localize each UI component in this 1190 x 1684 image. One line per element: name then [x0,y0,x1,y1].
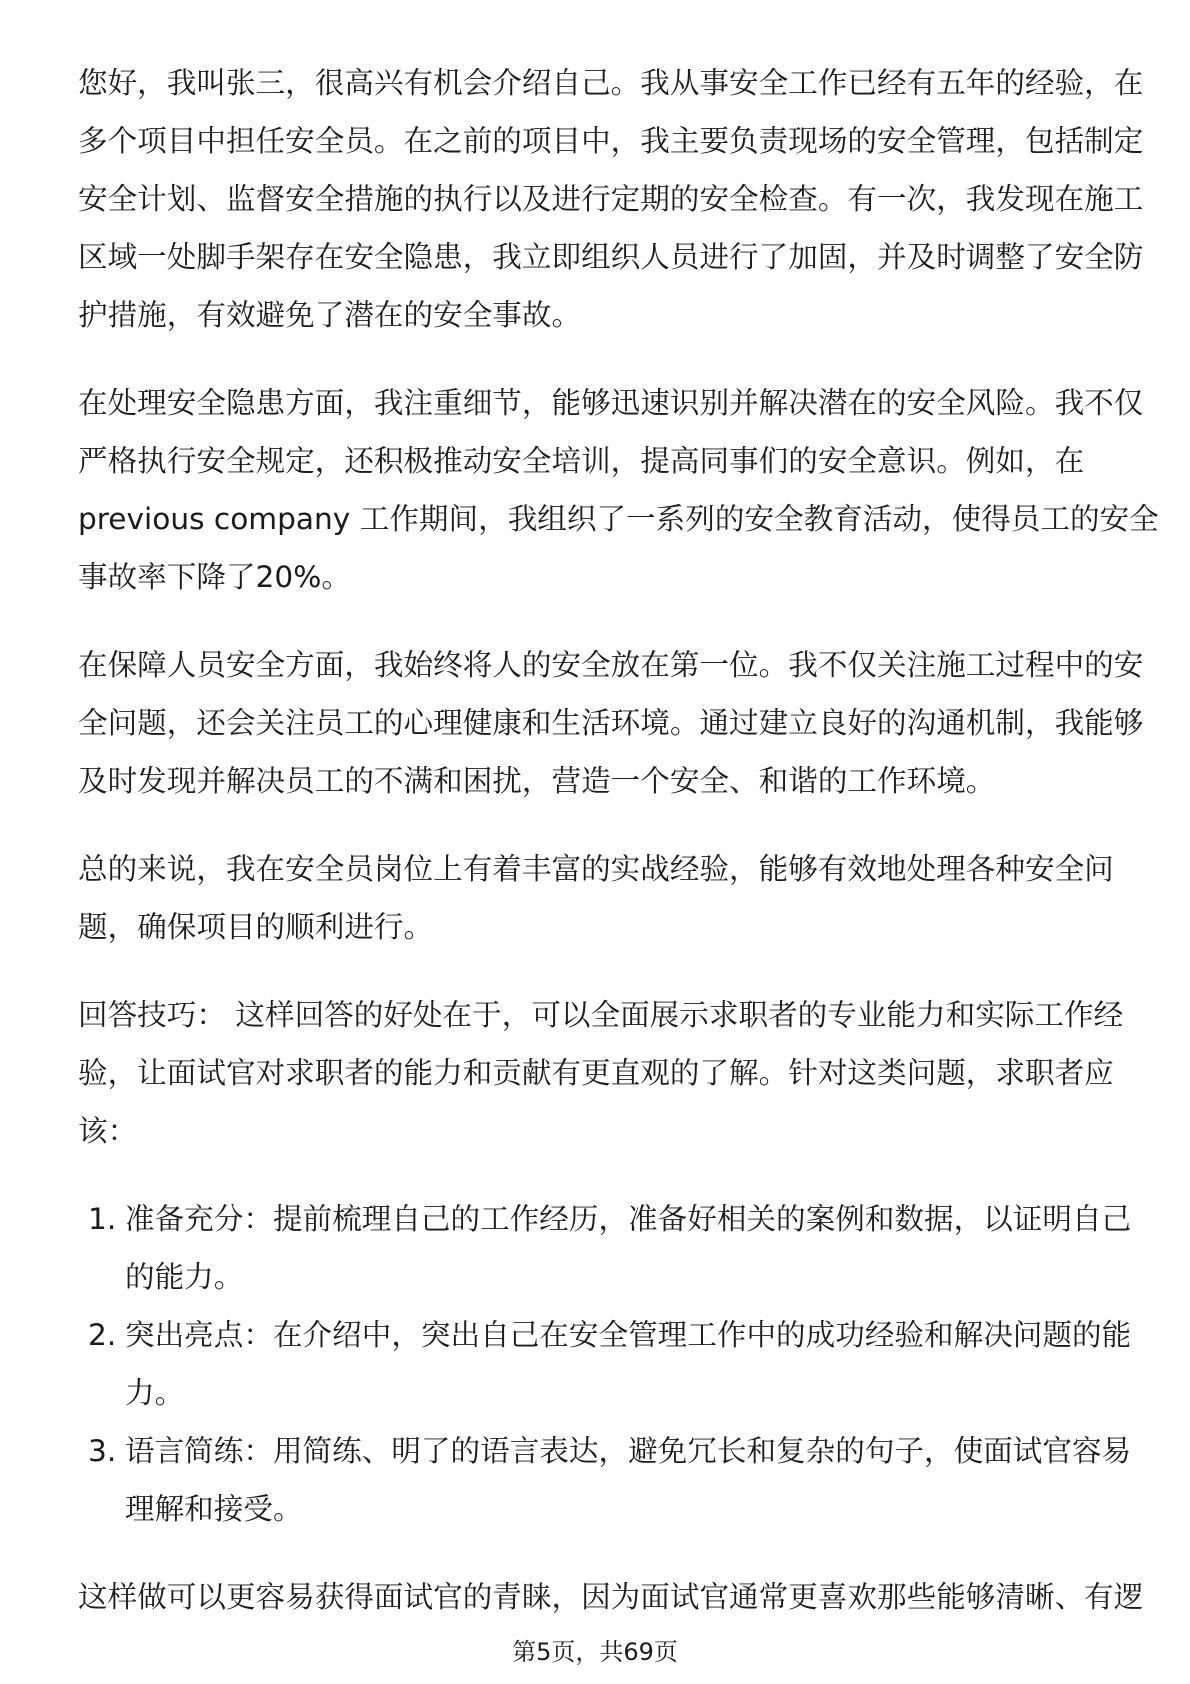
document-body [78,54,1159,1656]
text-line: 严格执行安全规定，还积极推动安全培训，提高同事们的安全意识。例如，在 [78,444,1085,478]
answer-tips-paragraph [78,986,1138,1160]
text-line: 突出亮点：在介绍中，突出自己在安全管理工作中的成功经验和解决问题的能 [125,1318,1132,1352]
list-number: 1. [88,1202,117,1236]
text-line: 护措施，有效避免了潜在的安全事故。 [78,298,582,332]
text-line: 安全计划、监督安全措施的执行以及进行定期的安全检查。有一次，我发现在施工 [78,182,1144,216]
page-number-footer: 第5页，共69页 [512,1638,678,1666]
list-number: 3. [88,1434,117,1468]
text-line: 力。 [125,1376,185,1410]
text-line: 事故率下降了20%。 [78,560,351,594]
list-item [78,1422,1138,1538]
text-line: previous company 工作期间，我组织了一系列的安全教育活动，使得员工的安全 [78,502,1159,536]
personnel-safety-paragraph [78,636,1144,810]
text-line: 总的来说，我在安全员岗位上有着丰富的实战经验，能够有效地处理各种安全问 [78,852,1114,886]
intro-paragraph [78,54,1144,344]
text-line: 语言简练：用简练、明了的语言表达，避免冗长和复杂的句子，使面试官容易 [125,1434,1132,1468]
text-line: 验，让面试官对求职者的能力和贡献有更直观的了解。针对这类问题，求职者应 [78,1056,1114,1090]
text-line: 题，确保项目的顺利进行。 [78,910,434,944]
list-item [78,1306,1138,1422]
tips-list [78,1190,1138,1538]
text-line: 在处理安全隐患方面，我注重细节，能够迅速识别并解决潜在的安全风险。我不仅 [78,386,1144,420]
text-line: 区域一处脚手架存在安全隐患，我立即组织人员进行了加固，并及时调整了安全防 [78,240,1144,274]
text-line: 理解和接受。 [125,1492,303,1526]
text-line: 回答技巧： 这样回答的好处在于，可以全面展示求职者的专业能力和实际工作经 [78,998,1124,1032]
text-line: 全问题，还会关注员工的心理健康和生活环境。通过建立良好的沟通机制，我能够 [78,706,1144,740]
list-item [78,1190,1138,1306]
text-line: 及时发现并解决员工的不满和困扰，营造一个安全、和谐的工作环境。 [78,764,996,798]
closing-paragraph [78,1568,1144,1626]
list-number: 2. [88,1318,117,1352]
text-line: 准备充分：提前梳理自己的工作经历，准备好相关的案例和数据，以证明自己 [125,1202,1132,1236]
hazard-handling-paragraph [78,374,1159,606]
text-line: 该： [78,1114,138,1148]
text-line: 在保障人员安全方面，我始终将人的安全放在第一位。我不仅关注施工过程中的安 [78,648,1144,682]
text-line: 您好，我叫张三，很高兴有机会介绍自己。我从事安全工作已经有五年的经验，在 [78,66,1144,100]
text-line: 这样做可以更容易获得面试官的青睐，因为面试官通常更喜欢那些能够清晰、有逻 [78,1580,1144,1614]
text-line: 的能力。 [125,1260,244,1294]
summary-paragraph [78,840,1138,956]
text-line: 多个项目中担任安全员。在之前的项目中，我主要负责现场的安全管理，包括制定 [78,124,1144,158]
